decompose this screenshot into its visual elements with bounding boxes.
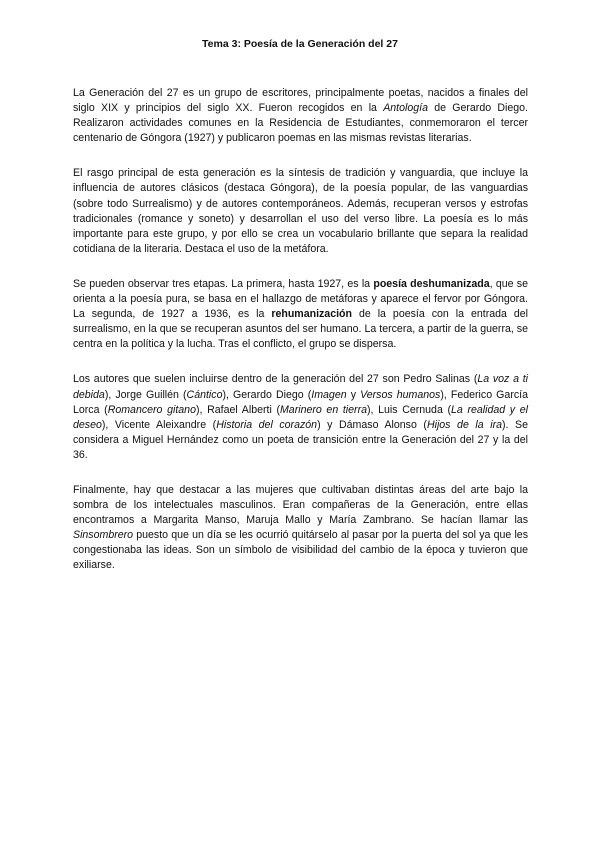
text-run: La Generación del 27 es un grupo de escritores, principalmente poetas, nacidos a finales del siglo XIX y principios del siglo XX. Fueron recogidos en la [73, 87, 528, 115]
paragraph-authors [73, 372, 528, 463]
text-run: Finalmente, hay que destacar a las mujeres que cultivaban distintas áreas del arte bajo la sombra de los intelectuales masculinos. Eran compañeras de la Generación, entre ellas encontramos a Margarita Manso, Maruja Mallo y María Zambrano. Se hacían llamar las [73, 483, 528, 527]
page-title: Tema 3: Poesía de la Generación del 27 [202, 38, 398, 50]
text-run: de la poesía con la entrada del surrealismo, en la que se recuperan asuntos del ser humano. La tercera, a partir de la guerra, se centra en la política y la lucha. Tras el conflicto, el grupo se dispersa. [73, 308, 528, 351]
italic-run: Versos humanos [360, 388, 441, 401]
italic-run: Marinero en tierra [279, 403, 367, 416]
text-run: ), Luis Cernuda ( [367, 403, 452, 416]
text-run: ), Federico García Lorca ( [73, 388, 528, 416]
text-run: puesto que un día se les ocurrió quitárselo al pasar por la puerta del sol ya que les congestionaba las ideas. Son un símbolo de visibilidad del cambio de la época y tuvieron que exiliarse. [73, 529, 528, 572]
italic-run: Historia del corazón [216, 418, 318, 431]
italic-run: Antología [383, 102, 428, 115]
italic-run: Imagen [311, 388, 347, 401]
italic-run: Cántico [186, 388, 223, 401]
paragraph-main-trait [73, 166, 528, 257]
text-run: ) y Dámaso Alonso ( [317, 418, 427, 431]
text-run: ), Jorge Guillén ( [104, 388, 187, 401]
text-run: ), Vicente Aleixandre ( [101, 418, 217, 431]
document-body [73, 86, 528, 594]
paragraph-stages [73, 277, 528, 352]
italic-run: Hijos de la ira [426, 418, 502, 431]
bold-run: poesía deshumanizada [373, 277, 490, 290]
italic-run: Romancero gitano [107, 403, 196, 416]
italic-run: Sinsombrero [73, 529, 134, 542]
text-run: ). Se considera a Miguel Hernández como un poeta de transición entre la Generación del 27 y la del 36. [73, 418, 528, 461]
text-run: ), Gerardo Diego ( [222, 388, 312, 401]
italic-run: La voz a ti debida [73, 373, 528, 401]
paragraph-generation-intro [73, 86, 528, 146]
text-run: Los autores que suelen incluirse dentro de la generación del 27 son Pedro Salinas ( [73, 373, 478, 386]
text-run: El rasgo principal de esta generación es la síntesis de tradición y vanguardia, que incluye la influencia de autores clásicos (destaca Góngora), de la poesía popular, de las vanguardias (sobre todo Surrealismo) y de autores contemporáneos. Además, recuperan versos y estrofas tradicionales (romance y soneto) y desarrollan el uso del verso libre. La poesía es lo más importante para este grupo, y por ello se crea un vocabulario brillante que separa la realidad cotidiana de la literaria. Destaca el uso de la metáfora. [73, 167, 528, 255]
bold-run: rehumanización [271, 308, 352, 321]
italic-run: La realidad y el deseo [73, 403, 528, 431]
text-run: y [346, 388, 361, 401]
text-run: de Gerardo Diego. Realizaron actividades comunes en la Residencia de Estudiantes, conmemoraron el tercer centenario de Góngora (1927) y publicaron poemas en las mismas revistas literarias. [73, 102, 528, 145]
text-run: , que se orienta a la poesía pura, se basa en el hallazgo de metáforas y aparece el fervor por Góngora. La segunda, de 1927 a 1936, es la [73, 277, 528, 321]
paragraph-sinsombrero [73, 483, 528, 574]
text-run: ), Rafael Alberti ( [195, 403, 280, 416]
text-run: Se pueden observar tres etapas. La primera, hasta 1927, es la [73, 277, 374, 290]
